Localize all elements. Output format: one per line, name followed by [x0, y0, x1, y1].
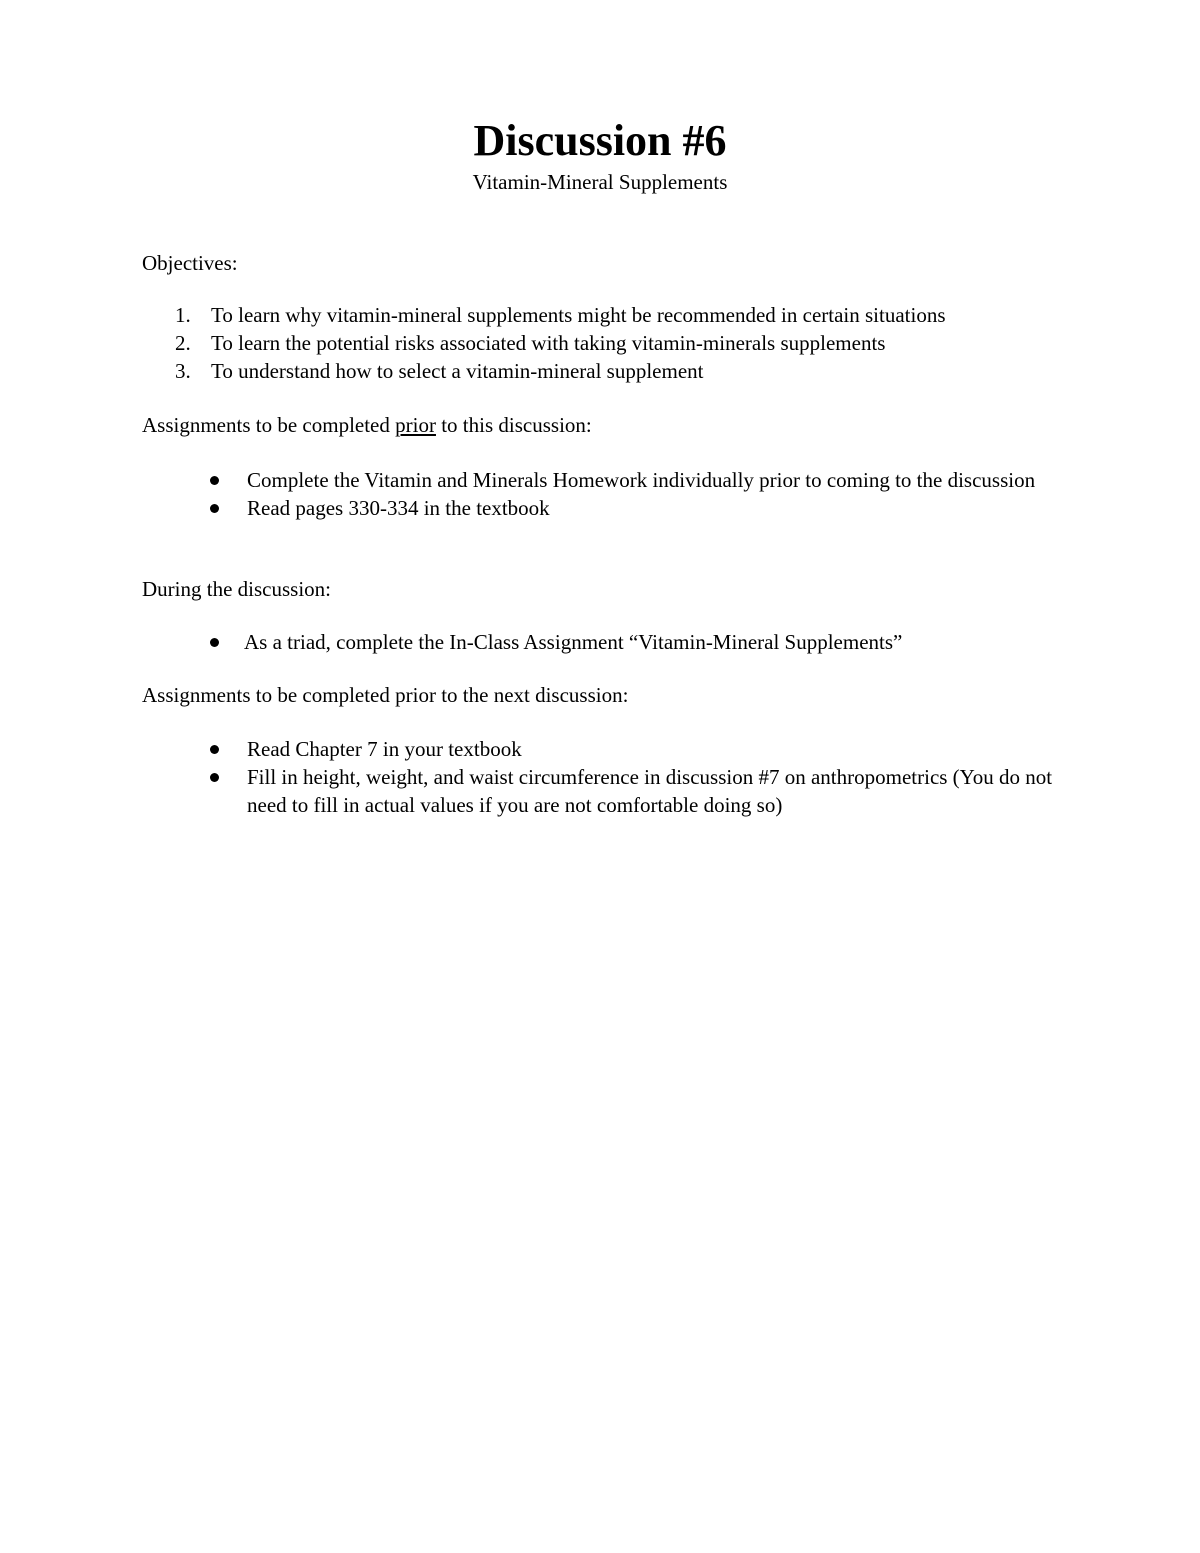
objective-number: 2. — [175, 331, 191, 355]
objective-text: To understand how to select a vitamin-mineral supplement — [211, 359, 704, 383]
objectives-heading: Objectives: — [142, 251, 238, 275]
document-subtitle: Vitamin-Mineral Supplements — [472, 170, 728, 194]
bullet-icon — [210, 773, 219, 782]
prior-heading-text: Assignments to be completed — [142, 413, 396, 437]
next-assignments-list — [210, 735, 1080, 819]
list-item-text: Read Chapter 7 in your textbook — [247, 737, 522, 761]
objective-number: 3. — [175, 359, 191, 383]
document-title: Discussion #6 — [473, 116, 727, 165]
list-item — [210, 735, 1080, 763]
list-item-text: Read pages 330-334 in the textbook — [247, 496, 550, 520]
bullet-icon — [210, 504, 219, 513]
objective-item — [142, 301, 946, 329]
next-assignments-heading: Assignments to be completed prior to the next discussion: — [142, 683, 629, 707]
objective-text: To learn why vitamin-mineral supplements might be recommended in certain situations — [211, 303, 946, 327]
prior-assignments-heading — [142, 411, 592, 439]
list-item-text: Fill in height, weight, and waist circumference in discussion #7 on anthropometrics (You do not need to fill in actual values if you are not comfortable doing so) — [247, 765, 1053, 817]
list-item-text: As a triad, complete the In-Class Assignment “Vitamin-Mineral Supplements” — [244, 630, 903, 654]
prior-assignments-list — [210, 466, 1080, 522]
list-item — [210, 466, 1080, 494]
list-item — [210, 494, 1080, 522]
bullet-icon — [210, 745, 219, 754]
during-list — [210, 628, 1080, 656]
during-heading: During the discussion: — [142, 577, 331, 601]
list-item — [210, 763, 1080, 819]
bullet-icon — [210, 638, 219, 647]
objective-number: 1. — [175, 303, 191, 327]
prior-underlined-word: prior — [395, 413, 436, 437]
objective-text: To learn the potential risks associated with taking vitamin-minerals supplements — [211, 331, 886, 355]
objective-item — [142, 357, 946, 385]
list-item — [210, 628, 1080, 656]
objective-item — [142, 329, 946, 357]
prior-heading-text-end: to this discussion: — [435, 413, 592, 437]
objectives-list — [142, 301, 946, 385]
bullet-icon — [210, 476, 219, 485]
list-item-text: Complete the Vitamin and Minerals Homework individually prior to coming to the discussion — [247, 468, 1036, 492]
